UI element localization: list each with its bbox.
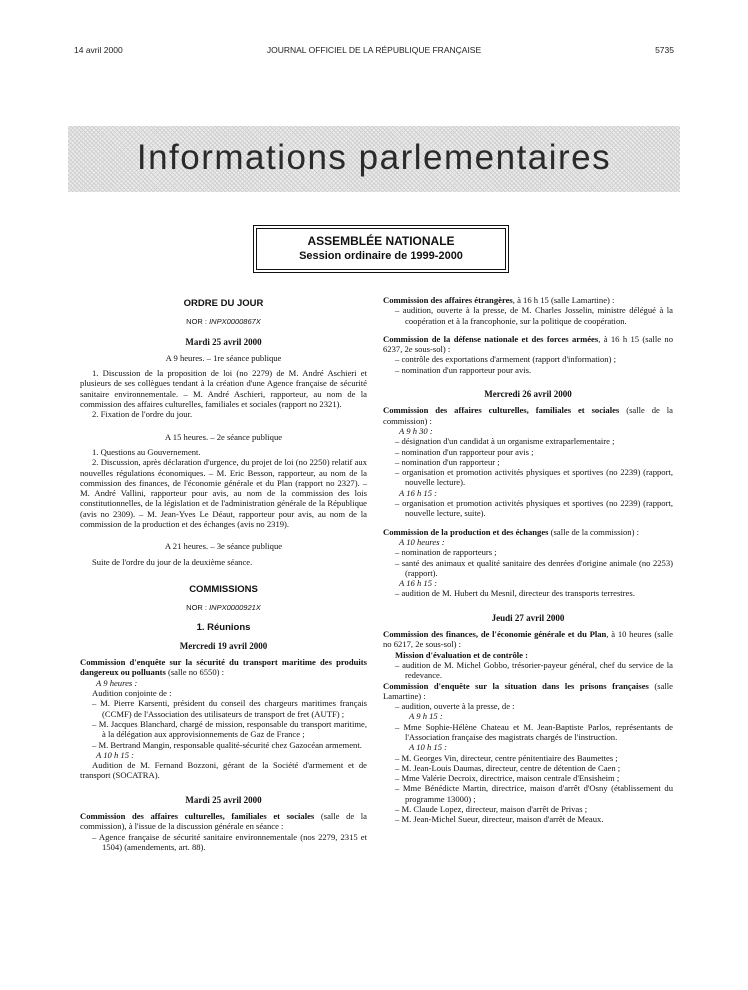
list-item: – M. Georges Vin, directeur, centre pénitentiaire des Baumettes ; bbox=[395, 752, 618, 763]
nor-reference: NOR : INPX0000867X bbox=[186, 317, 261, 327]
list-item: – audition, ouverte à la presse, de : bbox=[395, 701, 515, 712]
date-heading: Mercredi 26 avril 2000 bbox=[484, 389, 572, 400]
commissions-heading: COMMISSIONS bbox=[189, 583, 258, 595]
list-item: – M. Jean-Michel Sueur, directeur, maison d'arrêt de Meaux. bbox=[395, 814, 604, 825]
session-name: Session ordinaire de 1999-2000 bbox=[299, 250, 463, 262]
session-time: A 9 h 15 : bbox=[409, 711, 443, 722]
right-column bbox=[383, 295, 673, 825]
list-item: – M. Bertrand Mangin, responsable qualité-sécurité chez Gazocéan armement. bbox=[92, 739, 362, 750]
agenda-item: 2. Fixation de l'ordre du jour. bbox=[92, 409, 193, 420]
agenda-item: 2. Discussion, après déclaration d'urgence, du projet de loi (no 2250) relatif aux nouvelles régulations économiques. – M. Eric Besson, rapporteur, au nom de la commission des finances, de l'économie générale et du Plan (rapport no 2327). – M. André Vallini, rapporteur pour avis, au nom de la commission des lois constitutionnelles, de la législation et de l'administration générale de la République (avis no 2309). – M. Jean-Yves Le Déaut, rapporteur pour avis, au nom de la commission de la production et des échanges (avis no 2319). bbox=[80, 457, 367, 530]
header-date: 14 avril 2000 bbox=[74, 45, 123, 55]
list-item: – nomination d'un rapporteur pour avis. bbox=[395, 364, 532, 375]
nor-reference: NOR : INPX0000921X bbox=[186, 603, 261, 613]
list-item: – nomination d'un rapporteur pour avis ; bbox=[395, 446, 534, 457]
list-item: – M. Jacques Blanchard, chargé de mission, responsable du transport maritime, à la délégation aux approvisionnements de Gaz de France ; bbox=[92, 718, 367, 740]
commission-entry: Commission des affaires culturelles, familiales et sociales (salle de la commission) : bbox=[383, 405, 673, 426]
session-time: A 10 h 15 : bbox=[409, 742, 448, 753]
left-column bbox=[80, 295, 367, 852]
session-time: A 10 heures : bbox=[399, 536, 445, 547]
list-item: – M. Jean-Louis Daumas, directeur, centre de détention de Caen ; bbox=[395, 762, 621, 773]
header-journal: JOURNAL OFFICIEL DE LA RÉPUBLIQUE FRANÇAISE bbox=[266, 45, 482, 55]
reunions-heading: 1. Réunions bbox=[196, 621, 251, 633]
list-item: – Agence française de sécurité sanitaire environnementale (nos 2279, 2315 et 1504) (amendements, art. 88). bbox=[92, 831, 367, 852]
session-time: A 15 heures. – 2e séance publique bbox=[164, 431, 283, 442]
session-time: A 9 heures. – 1re séance publique bbox=[165, 352, 282, 363]
commission-entry: Commission de la production et des échanges (salle de la commission) : bbox=[383, 526, 639, 537]
agenda-item: Audition conjointe de : bbox=[92, 688, 172, 699]
agenda-item: 1. Questions au Gouvernement. bbox=[92, 446, 201, 457]
commission-entry: Commission d'enquête sur la situation dans les prisons françaises (salle Lamartine) : bbox=[383, 680, 673, 701]
list-item: – santé des animaux et qualité sanitaire des denrées d'origine animale (no 2253) (rapport). bbox=[395, 557, 673, 578]
page-header bbox=[74, 45, 674, 59]
list-item: – audition de M. Hubert du Mesnil, directeur des transports terrestres. bbox=[395, 588, 635, 599]
session-time: A 10 h 15 : bbox=[96, 749, 135, 760]
commission-entry: Commission d'enquête sur la sécurité du transport maritime des produits dangereux ou polluants (salle no 6550) : bbox=[80, 657, 367, 678]
commission-entry: Commission des finances, de l'économie générale et du Plan, à 10 heures (salle no 6217, 2e sous-sol) : bbox=[383, 629, 673, 650]
mission-subheading: Mission d'évaluation et de contrôle : bbox=[395, 649, 528, 660]
header-page-number: 5735 bbox=[655, 45, 674, 55]
list-item: – nomination d'un rapporteur ; bbox=[395, 456, 500, 467]
commission-entry: Commission de la défense nationale et des forces armées, à 16 h 15 (salle no 6237, 2e sous-sol) : bbox=[383, 333, 673, 355]
session-time: A 9 h 30 : bbox=[399, 425, 433, 436]
session-time: A 21 heures. – 3e séance publique bbox=[164, 541, 283, 552]
session-time: A 16 h 15 : bbox=[399, 487, 438, 498]
agenda-item: 1. Discussion de la proposition de loi (no 2279) de M. André Aschieri et plusieurs de ses collègues tendant à la création d'une Agence française de sécurité sanitaire environnementale. – M. André Aschieri, rapporteur, au nom de la commission des affaires culturelles, familiales et sociales (rapport no 2321). bbox=[80, 368, 367, 410]
list-item: – M. Pierre Karsenti, président du conseil des chargeurs maritimes français (CCMF) de l'Association des utilisateurs de transport de fret (AUTF) ; bbox=[92, 698, 367, 719]
session-time: A 16 h 15 : bbox=[399, 578, 438, 589]
date-heading: Mardi 25 avril 2000 bbox=[185, 794, 262, 805]
date-heading: Mardi 25 avril 2000 bbox=[185, 336, 262, 347]
agenda-item: Suite de l'ordre du jour de la deuxième séance. bbox=[92, 556, 253, 567]
list-item: – organisation et promotion activités physiques et sportives (no 2239) (rapport, nouvelle lecture, suite). bbox=[395, 498, 673, 519]
list-item: – audition, ouverte à la presse, de M. Charles Josselin, ministre délégué à la coopération et à la francophonie, sur la politique de coopération. bbox=[395, 305, 673, 326]
banner-title: Informations parlementaires bbox=[136, 138, 612, 177]
assembly-name: ASSEMBLÉE NATIONALE bbox=[307, 234, 455, 248]
section-banner bbox=[68, 126, 680, 192]
list-item: – M. Claude Lopez, directeur, maison d'arrêt de Privas ; bbox=[395, 804, 588, 815]
list-item: – contrôle des exportations d'armement (rapport d'information) ; bbox=[395, 354, 616, 365]
commission-entry: Commission des affaires étrangères, à 16 h 15 (salle Lamartine) : bbox=[383, 295, 615, 305]
list-item: – nomination de rapporteurs ; bbox=[395, 547, 497, 558]
date-heading: Mercredi 19 avril 2000 bbox=[179, 640, 268, 651]
session-time: A 9 heures : bbox=[96, 677, 138, 688]
commission-entry: Commission des affaires culturelles, familiales et sociales (salle de la commission), à l'issue de la discussion générale en séance : bbox=[80, 810, 367, 832]
agenda-item: Audition de M. Fernand Bozzoni, gérant de la Société d'armement et de transport (SOCATRA). bbox=[80, 760, 367, 781]
list-item: – Mme Bénédicte Martin, directrice, maison d'arrêt d'Osny (établissement du programme 13000) ; bbox=[395, 783, 673, 804]
ordre-du-jour-heading: ORDRE DU JOUR bbox=[183, 298, 264, 309]
list-item: – désignation d'un candidat à un organisme extraparlementaire ; bbox=[395, 436, 615, 447]
list-item: – Mme Valérie Decroix, directrice, maison centrale d'Ensisheim ; bbox=[395, 773, 620, 784]
list-item: – audition de M. Michel Gobbo, trésorier-payeur général, chef du service de la redevance. bbox=[395, 659, 673, 681]
list-item: – organisation et promotion activités physiques et sportives (no 2239) (rapport, nouvelle lecture). bbox=[395, 467, 673, 488]
assembly-box bbox=[256, 228, 506, 270]
date-heading: Jeudi 27 avril 2000 bbox=[491, 612, 565, 623]
list-item: – Mme Sophie-Hélène Chateau et M. Jean-Baptiste Parlos, représentants de l'Association française des magistrats chargés de l'instruction. bbox=[395, 721, 673, 742]
